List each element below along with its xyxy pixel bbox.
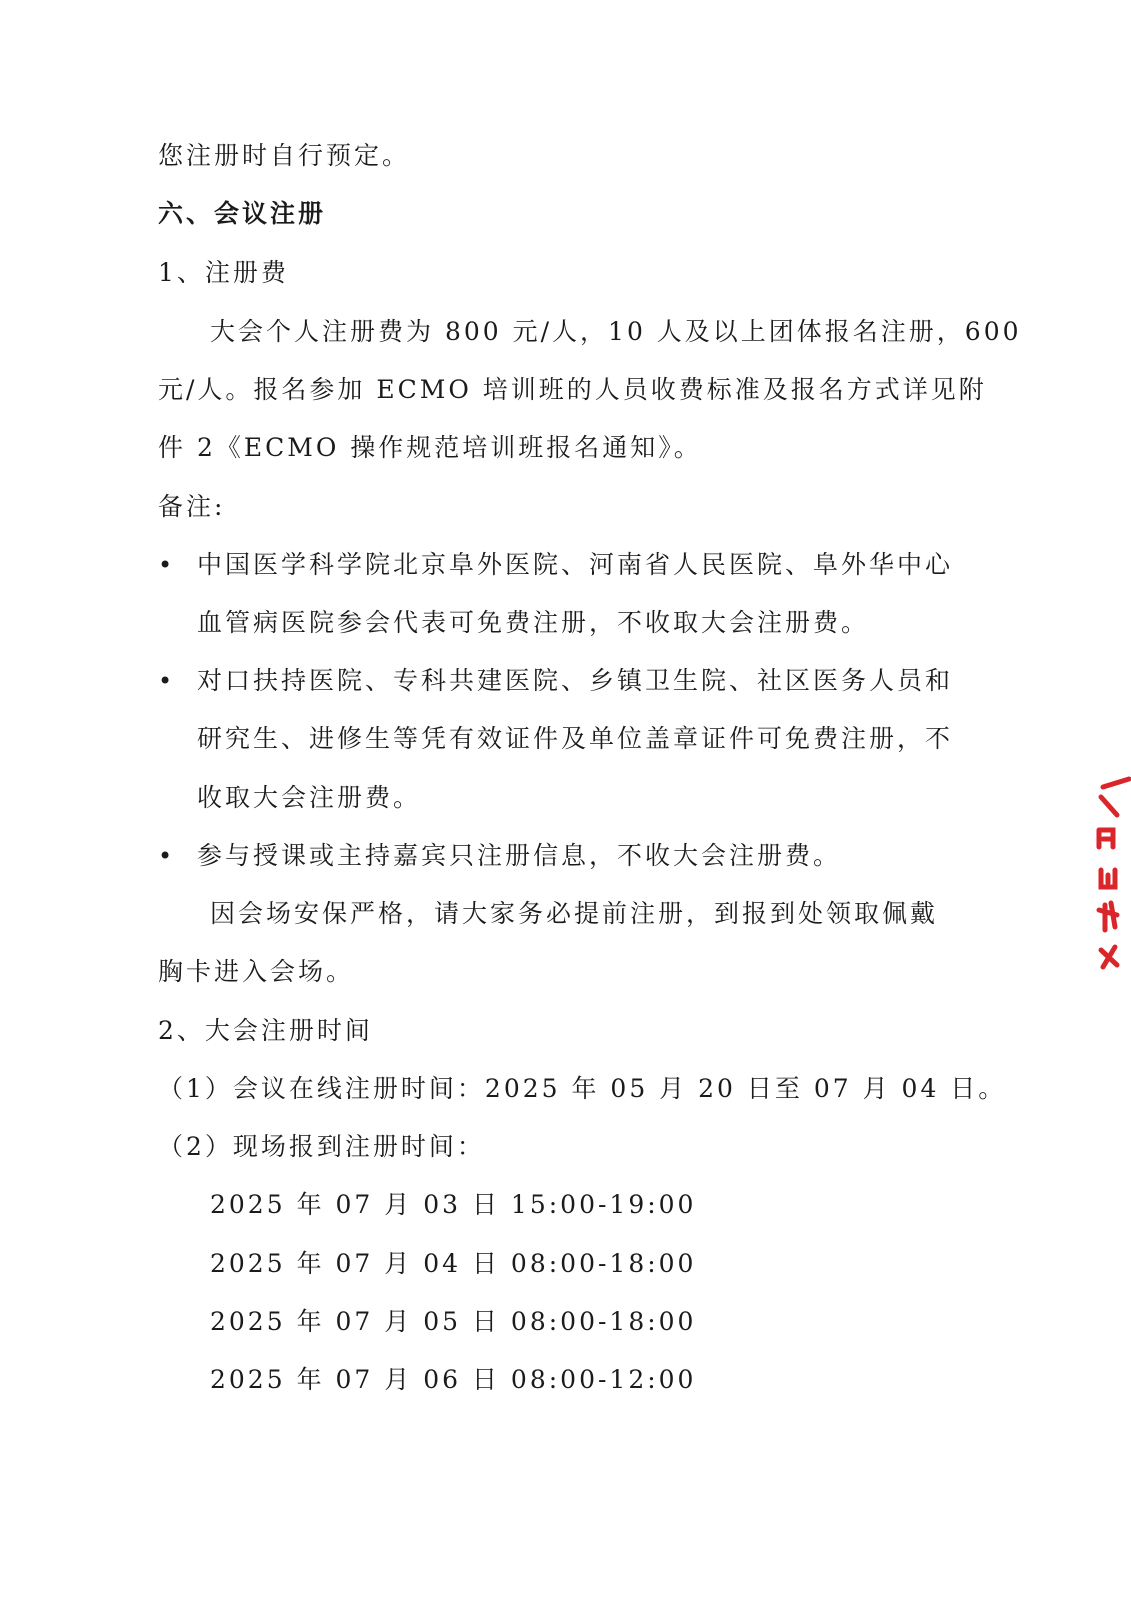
section-title: 六、会议注册	[158, 199, 327, 228]
seal-graphic	[1089, 775, 1131, 985]
fee-paragraph-line: 大会个人注册费为 800 元/人，10 人及以上团体报名注册，600	[210, 317, 1022, 346]
bullet-text-line: 血管病医院参会代表可免费注册，不收取大会注册费。	[197, 608, 870, 637]
bullet-text-line: 研究生、进修生等凭有效证件及单位盖章证件可免费注册，不	[197, 724, 954, 753]
intro-line: 您注册时自行预定。	[158, 141, 411, 170]
bullet-dot: •	[158, 551, 173, 579]
bullet-text-line: 中国医学科学院北京阜外医院、河南省人民医院、阜外华中心	[197, 550, 954, 579]
onsite-registration-title: （2）现场报到注册时间：	[158, 1132, 485, 1161]
bullet-dot: •	[158, 667, 173, 695]
fee-paragraph-line: 元/人。报名参加 ECMO 培训班的人员收费标准及报名方式详见附	[158, 375, 987, 404]
security-paragraph-line: 因会场安保严格，请大家务必提前注册，到报到处领取佩戴	[210, 899, 939, 928]
fee-paragraph-line: 件 2《ECMO 操作规范培训班报名通知》。	[158, 433, 702, 462]
subsection-title-time: 2、大会注册时间	[158, 1016, 373, 1045]
bullet-text-line: 对口扶持医院、专科共建医院、乡镇卫生院、社区医务人员和	[197, 666, 954, 695]
onsite-time: 2025 年 07 月 05 日 08:00-18:00	[210, 1307, 697, 1336]
official-seal-stamp	[1089, 775, 1131, 985]
bullet-text-line: 收取大会注册费。	[197, 783, 422, 812]
onsite-time: 2025 年 07 月 03 日 15:00-19:00	[210, 1190, 697, 1219]
onsite-time: 2025 年 07 月 06 日 08:00-12:00	[210, 1365, 697, 1394]
note-label: 备注:	[158, 492, 226, 521]
bullet-text-line: 参与授课或主持嘉宾只注册信息，不收大会注册费。	[197, 841, 842, 870]
subsection-title-fee: 1、注册费	[158, 258, 289, 287]
security-paragraph-line: 胸卡进入会场。	[158, 957, 355, 986]
onsite-time: 2025 年 07 月 04 日 08:00-18:00	[210, 1249, 697, 1278]
online-registration: （1）会议在线注册时间：2025 年 05 月 20 日至 07 月 04 日。	[158, 1074, 1007, 1103]
bullet-dot: •	[158, 842, 173, 870]
